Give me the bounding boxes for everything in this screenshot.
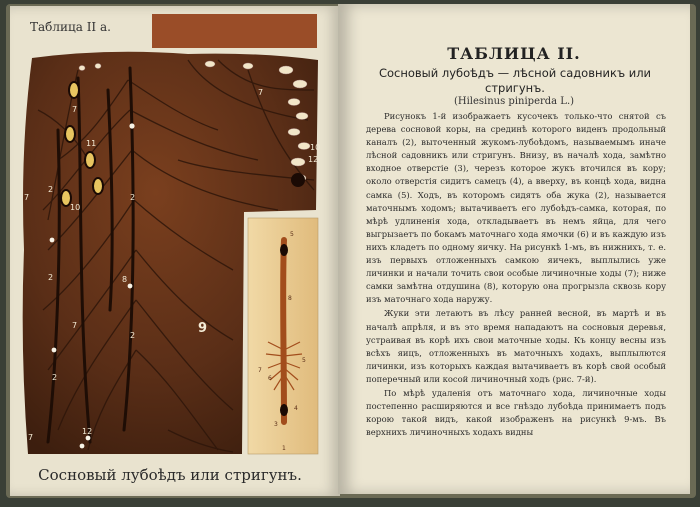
- figure-number: 7: [258, 367, 262, 374]
- figure-number: 2: [130, 331, 136, 340]
- latin-name: (Hilesinus piniperda L.): [453, 96, 575, 107]
- figure-number: 2: [48, 185, 54, 194]
- figure-number: 7: [28, 433, 34, 442]
- figure-number: 12: [82, 427, 93, 436]
- figure-number: 4: [294, 405, 298, 412]
- figure-number: 6: [268, 375, 272, 382]
- figure-number: 7: [72, 321, 78, 330]
- figure-number: 10: [310, 143, 321, 152]
- figure-number: 2: [48, 273, 54, 282]
- figure-number: 5: [290, 231, 294, 238]
- plate-caption: Сосновый лубоѣдъ или стригунъ.: [38, 466, 302, 484]
- paragraph: По мѣрѣ удаленія отъ маточнаго хода, личиночные ходы постепенно расширяются и все гнѣздо лубоѣда принимаетъ подъ корою такой видъ, какой изображенъ на рисункѣ 9-мъ. Въ верхнихъ личиночныхъ ходахъ видны: [366, 387, 666, 438]
- plate-inset: [248, 218, 318, 454]
- figure-number: 12: [308, 155, 319, 164]
- plate-color-band: [152, 14, 317, 48]
- figure-number: 9: [198, 321, 208, 336]
- figure-number: 11: [86, 139, 97, 148]
- figure-number: 3: [274, 421, 278, 428]
- body-text: [366, 110, 666, 439]
- page-title: ТАБЛИЦА II.: [447, 44, 581, 63]
- figure-number: 8: [122, 275, 128, 284]
- figure-number: 2: [52, 373, 58, 382]
- figure-number: 2: [130, 193, 136, 202]
- figure-number: 10: [70, 203, 81, 212]
- figure-number: 7: [258, 88, 264, 97]
- figure-number: 7: [72, 105, 78, 114]
- page-subtitle: Сосновый лубоѣдъ — лѣсной садовникъ или стригунъ.: [378, 66, 652, 95]
- paragraph: Рисунокъ 1-й изображаетъ кусочекъ только-что снятой съ дерева сосновой коры, на срединѣ которого виденъ продольный каналъ (2), выточенный жукомъ-лубоѣдомъ, называемымъ иначе лѣсной садовникъ или стригунъ. Внизу, въ началѣ хода, замѣтно входное отверстіе (3), черезъ которое жукъ вточился въ кору; около отверстія сидитъ самецъ (4), а вверху, въ концѣ хода, видна самка (5). Ходъ, въ которомъ сидятъ оба жука (2), называется маточнымъ ходомъ; вытачиваетъ его лубоѣдъ-самка, которая, по мѣрѣ удлиненія хода, откладываетъ въ немъ яйца, для чего выгрызаетъ по бокамъ маточнаго хода ямочки (6) и въ каждую изъ нихъ кладетъ по одному яичку. На рисункѣ 1-мъ, въ нижнихъ, т. е. изъ первыхъ отложенныхъ самкою яичекъ, выплылись уже личинки и начали точить свои особые личиночные ходы (7); ниже самки замѣтна отдушина (8), которую она прогрызла сквозь кору изъ маточнаго хода наружу.: [366, 111, 666, 305]
- figure-number: 8: [288, 295, 292, 302]
- plate-label: Таблица II а.: [30, 20, 111, 34]
- plate-illustration: [18, 50, 324, 460]
- paragraph: Жуки эти летаютъ въ лѣсу ранней весной, въ мартѣ и въ началѣ апрѣля, и въ это время нападаютъ на сосновыя деревья, устраивая въ корѣ ихъ свои маточные ходы. Къ концу весны изъ всѣхъ яицъ, отложенныхъ въ маточныхъ ходахъ, выплылются личинки, изъ которыхъ каждая вытачиваетъ въ корѣ свой особый поперечный или косой личиночный ходъ (рис. 7-й).: [366, 308, 666, 384]
- figure-number: 7: [24, 193, 30, 202]
- figure-number: 1: [282, 445, 286, 452]
- figure-number: 5: [302, 357, 306, 364]
